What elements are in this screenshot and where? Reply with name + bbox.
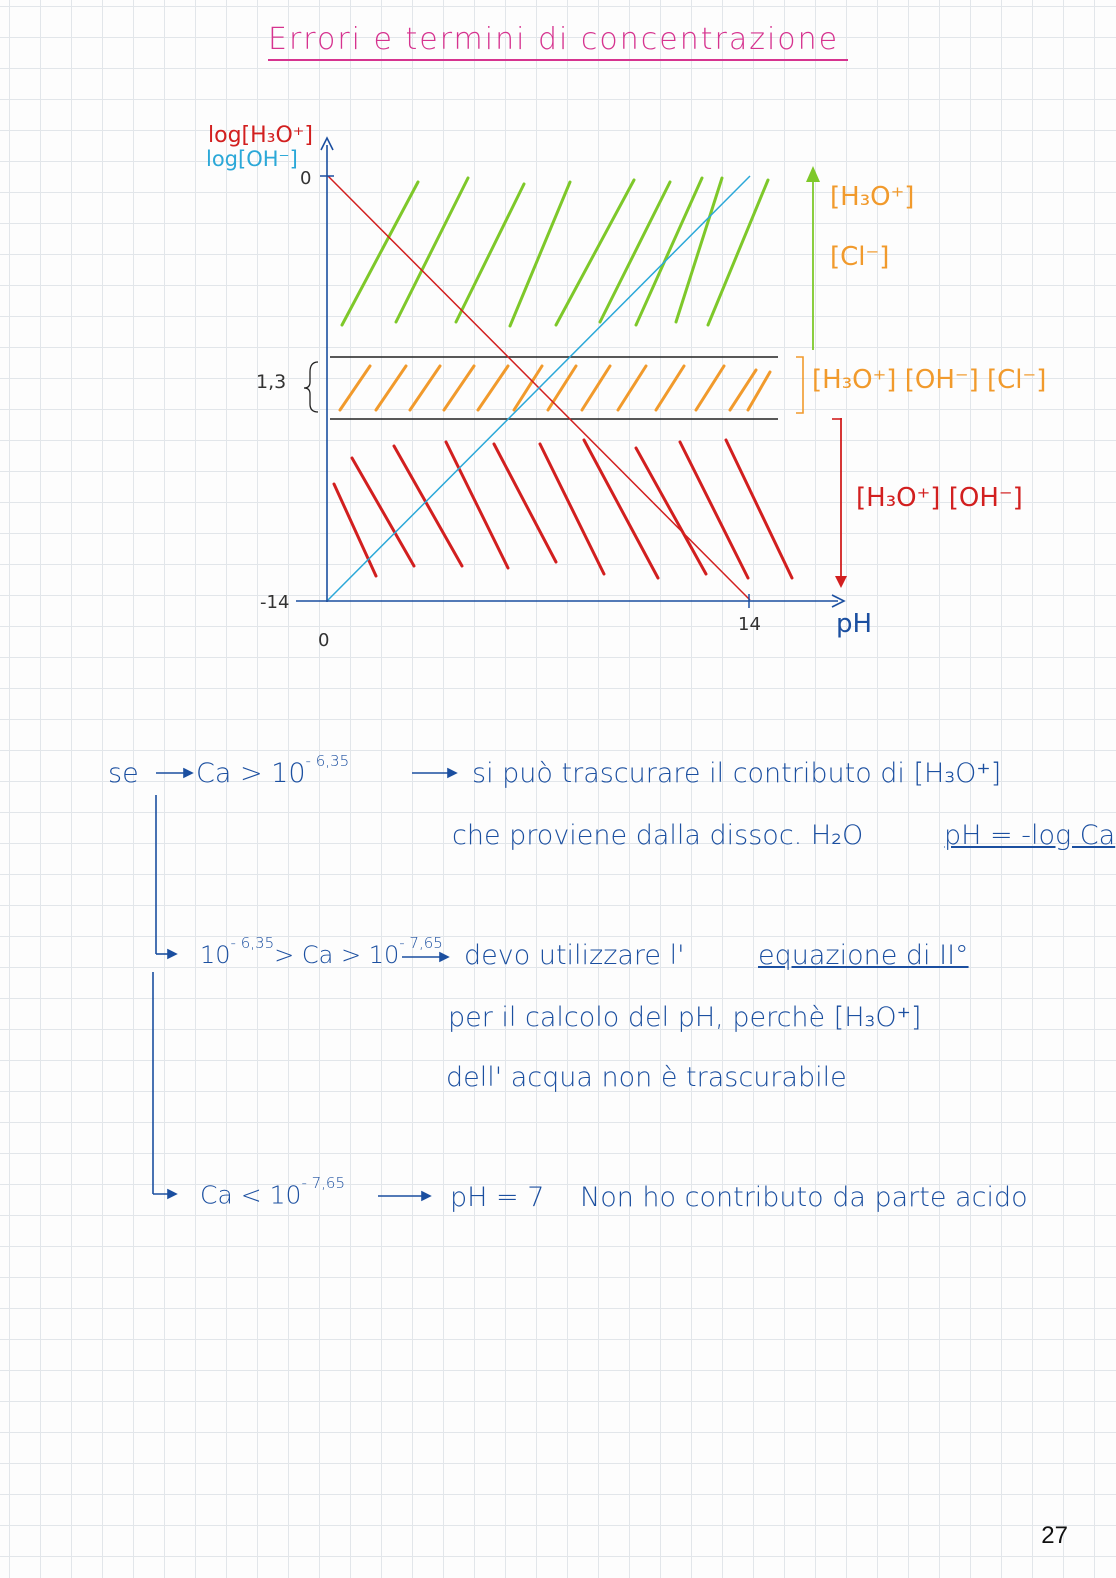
x-tick-label-14: 14: [738, 614, 761, 635]
case2-text-line1b: equazione di II°: [758, 940, 969, 971]
y-tick-label-minus-14: -14: [260, 592, 290, 613]
x-tick-label-0: 0: [318, 630, 330, 651]
y-label-log-oh: log[OH⁻]: [206, 147, 298, 171]
y-tick-label-0: 0: [300, 168, 312, 189]
case3-result: pH = 7: [450, 1182, 545, 1213]
page-title: Errori e termini di concentrazione: [268, 22, 848, 61]
orange-zone-label: [H₃O⁺] [OH⁻] [Cl⁻]: [812, 365, 1047, 395]
case3-text: Non ho contributo da parte acido: [580, 1182, 1028, 1213]
case2-text-line1a: devo utilizzare l': [464, 940, 685, 971]
case1-text-line2: che proviene dalla dissoc. H₂O: [452, 820, 864, 851]
green-zone-label-h3o: [H₃O⁺]: [830, 182, 915, 212]
red-zone-label: [H₃O⁺] [OH⁻]: [856, 483, 1023, 513]
case2-text-line2: per il calcolo del pH, perchè [H₃O⁺]: [448, 1002, 922, 1033]
se-label: se: [108, 758, 139, 789]
page-number: 27: [1041, 1522, 1068, 1549]
case1-text-line1: si può trascurare il contributo di [H₃O⁺]: [472, 758, 1002, 789]
case2-text-line3: dell' acqua non è trascurabile: [446, 1062, 847, 1093]
case1-condition: $Ca > 10^{- 6,35}$: [196, 752, 350, 789]
case2-condition: $10^{- 6,35}> Ca > 10^{- 7,65}$: [200, 934, 443, 969]
y-label-log-h3o: log[H₃O⁺]: [208, 123, 313, 148]
y-tick-label-1-3: 1,3: [256, 371, 287, 393]
x-axis-label-ph: pH: [836, 609, 873, 639]
case1-formula: pH = -log Ca: [944, 820, 1116, 851]
green-zone-label-cl: [Cl⁻]: [830, 242, 890, 272]
case3-condition: $Ca < 10^{- 7,65}$: [200, 1174, 346, 1210]
